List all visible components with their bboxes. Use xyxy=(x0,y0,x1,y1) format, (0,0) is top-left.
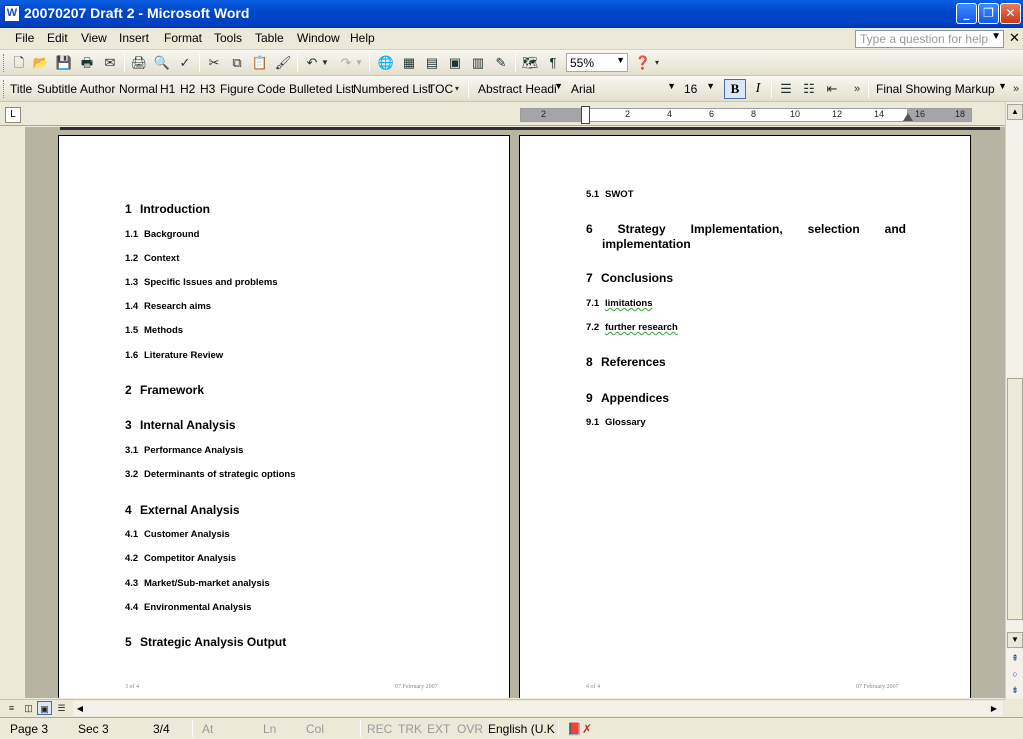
toc-subheading xyxy=(586,189,634,200)
toc-text: Conclusions xyxy=(601,271,674,285)
status-page-count: 3/4 xyxy=(153,722,170,736)
toc-number: 1 xyxy=(125,202,132,216)
toc-text: Performance Analysis xyxy=(144,445,244,456)
ruler-label: 10 xyxy=(790,109,801,119)
toc-text: Methods xyxy=(144,325,184,336)
status-rec[interactable]: REC xyxy=(367,722,393,736)
toc-text: Research aims xyxy=(144,301,212,312)
style-h1[interactable]: H1 xyxy=(160,82,176,96)
scroll-left-button[interactable] xyxy=(73,702,87,716)
toolbar-options-icon[interactable]: ▾ xyxy=(654,58,659,67)
toc-subheading xyxy=(125,553,236,564)
toc-text: SWOT xyxy=(605,189,634,200)
toc-number: 4.2 xyxy=(125,553,139,564)
toc-number: 5 xyxy=(125,635,132,649)
chevron-down-icon[interactable]: ▼ xyxy=(706,81,715,91)
status-column: Col xyxy=(306,722,325,736)
restore-icon: ❐ xyxy=(983,6,994,20)
page-footer-date: 07 February 2007 xyxy=(856,684,899,690)
toc-text: Background xyxy=(144,229,200,240)
style-code[interactable]: Code xyxy=(257,82,286,96)
print-icon[interactable]: 🖨 xyxy=(130,55,148,70)
decrease-indent-icon[interactable]: ⇤ xyxy=(826,81,838,96)
next-page-icon[interactable]: ⇟ xyxy=(1011,685,1019,695)
toc-text: References xyxy=(601,355,666,369)
toc-subheading xyxy=(125,445,243,456)
formatting-toolbar xyxy=(0,76,1023,102)
toc-heading xyxy=(125,503,240,517)
scroll-down-button[interactable] xyxy=(1007,632,1023,648)
style-title[interactable]: Title xyxy=(10,82,33,96)
font-size-select[interactable] xyxy=(680,79,718,98)
chevron-down-icon[interactable]: ▼ xyxy=(616,55,625,65)
toc-number: 7.1 xyxy=(586,298,600,309)
chevron-left-icon: ◀ xyxy=(76,704,84,713)
status-section: Sec 3 xyxy=(78,722,109,736)
toc-word: Implementation, xyxy=(690,222,783,236)
toc-text: External Analysis xyxy=(140,503,240,517)
ruler-label: 2 xyxy=(541,109,547,119)
toc-word: and xyxy=(884,222,906,236)
scroll-thumb[interactable] xyxy=(1007,378,1023,620)
toc-word: selection xyxy=(807,222,860,236)
toc-number: 1.5 xyxy=(125,325,139,336)
book-spelling-icon[interactable]: 📕✗ xyxy=(567,722,592,736)
toc-text: Customer Analysis xyxy=(144,529,230,540)
redo-dropdown-icon[interactable]: ▼ xyxy=(355,58,363,67)
select-browse-object-icon[interactable]: ○ xyxy=(1012,669,1018,679)
close-button[interactable] xyxy=(1000,3,1021,24)
ruler-label: 12 xyxy=(832,109,843,119)
style-author[interactable]: Author xyxy=(80,82,116,96)
toc-text: Determinants of strategic options xyxy=(144,469,296,480)
toc-heading xyxy=(125,635,286,649)
permission-icon[interactable]: 🖶 xyxy=(80,55,94,70)
toc-text: Glossary xyxy=(605,417,646,428)
toc-number: 2 xyxy=(125,383,132,397)
open-folder-icon[interactable]: 📂 xyxy=(32,55,50,70)
ask-question-box[interactable] xyxy=(855,30,1004,48)
insert-table-icon[interactable]: ▤ xyxy=(425,55,439,70)
toc-subheading xyxy=(125,602,251,613)
toolbar-more-icon[interactable]: » xyxy=(853,83,861,95)
toc-heading-justified xyxy=(586,222,906,251)
toc-subheading xyxy=(125,469,296,480)
toolbar-grip[interactable] xyxy=(3,80,6,98)
toc-number: 7.2 xyxy=(586,322,600,333)
toc-text: Framework xyxy=(140,383,205,397)
ruler-row xyxy=(0,102,1005,126)
page-footer-date: 07 February 2007 xyxy=(395,684,438,690)
toc-number: 9.1 xyxy=(586,417,600,428)
toc-number: 4.3 xyxy=(125,578,139,589)
title-bar xyxy=(0,0,1023,28)
document-close-button[interactable]: ✕ xyxy=(1009,30,1020,45)
toc-number: 3.1 xyxy=(125,445,139,456)
chevron-right-icon: ▶ xyxy=(990,704,998,713)
toolbar-more-icon[interactable]: » xyxy=(1012,83,1020,95)
new-document-icon[interactable]: 🗋 xyxy=(13,55,25,70)
previous-page-icon[interactable]: ⇞ xyxy=(1011,653,1019,663)
toc-text: Literature Review xyxy=(144,350,224,361)
toc-number: 6 xyxy=(586,222,593,236)
restore-button[interactable] xyxy=(978,3,999,24)
vertical-scrollbar[interactable] xyxy=(1005,102,1023,699)
print-layout-icon[interactable]: ▣ xyxy=(37,701,52,715)
minimize-button[interactable] xyxy=(956,3,977,24)
paste-icon[interactable]: 📋 xyxy=(251,55,269,70)
status-page: Page 3 xyxy=(10,722,49,736)
chevron-up-icon: ▲ xyxy=(1011,107,1019,116)
toc-number: 3 xyxy=(125,418,132,432)
menu-help[interactable]: Help xyxy=(350,31,375,45)
status-trk[interactable]: TRK xyxy=(398,722,422,736)
toc-heading xyxy=(586,271,673,285)
toc-text: Market/Sub-market analysis xyxy=(144,578,270,589)
chevron-down-icon[interactable]: ▼ xyxy=(667,81,676,91)
help-placeholder: Type a question for help xyxy=(860,32,989,46)
toc-subheading xyxy=(125,578,270,589)
toolbar-grip[interactable] xyxy=(3,54,6,72)
right-indent-marker[interactable] xyxy=(903,113,913,121)
toc-number: 4 xyxy=(125,503,132,517)
page-footer-left: 4 of 4 xyxy=(586,684,600,690)
status-ext[interactable]: EXT xyxy=(427,722,451,736)
toc-subheading xyxy=(125,253,179,264)
menu-table[interactable]: Table xyxy=(255,31,284,45)
toc-heading xyxy=(125,383,204,397)
ruler-label: 4 xyxy=(667,109,673,119)
tables-borders-icon[interactable]: ▦ xyxy=(402,55,416,70)
toc-number: 1.3 xyxy=(125,277,139,288)
style-bulleted-list[interactable]: Bulleted List xyxy=(289,82,355,96)
toc-number: 5.1 xyxy=(586,189,600,200)
style-normal[interactable]: Normal xyxy=(119,82,158,96)
menu-edit[interactable]: Edit xyxy=(47,31,68,45)
style-figure[interactable]: Figure xyxy=(220,82,255,96)
menu-tools[interactable]: Tools xyxy=(214,31,243,45)
zoom-select[interactable] xyxy=(566,53,628,72)
menu-insert[interactable]: Insert xyxy=(119,31,150,45)
toc-text: Introduction xyxy=(140,202,210,216)
status-at: At xyxy=(202,722,214,736)
markup-view-value: Final Showing Markup xyxy=(876,82,995,96)
ruler-label: 16 xyxy=(915,109,926,119)
status-ovr[interactable]: OVR xyxy=(457,722,484,736)
document-map-icon[interactable]: 🗺 xyxy=(521,55,539,70)
document-page-4[interactable] xyxy=(519,135,971,698)
chevron-down-icon[interactable]: ▼ xyxy=(991,31,1001,42)
standard-toolbar xyxy=(0,50,1023,76)
toc-number: 7 xyxy=(586,271,593,285)
toc-text: Strategic Analysis Output xyxy=(140,635,287,649)
toc-subheading xyxy=(125,325,183,336)
bold-button[interactable]: B xyxy=(724,79,746,99)
toc-text: limitations xyxy=(605,298,653,309)
toc-number: 1.6 xyxy=(125,350,139,361)
save-icon[interactable]: 💾 xyxy=(55,55,73,70)
toc-subheading xyxy=(125,529,230,540)
toc-heading xyxy=(125,418,236,432)
page-top-border xyxy=(60,127,1000,130)
toc-subheading xyxy=(125,301,211,312)
toc-number: 4.4 xyxy=(125,602,139,613)
email-icon[interactable]: ✉ xyxy=(104,55,116,70)
format-painter-icon[interactable]: 🖌 xyxy=(274,55,292,70)
toc-text: Context xyxy=(144,253,180,264)
zoom-value: 55% xyxy=(570,56,595,70)
style-value: Abstract Headi xyxy=(478,82,557,96)
cut-icon[interactable]: ✂ xyxy=(208,55,220,70)
style-h3[interactable]: H3 xyxy=(200,82,216,96)
menu-bar xyxy=(0,28,1023,50)
menu-view[interactable]: View xyxy=(81,31,107,45)
chevron-down-icon: ▼ xyxy=(1011,635,1019,644)
drawing-icon[interactable]: ✎ xyxy=(495,55,507,70)
toc-text: Appendices xyxy=(601,391,670,405)
ruler-label: 14 xyxy=(874,109,885,119)
toc-subheading xyxy=(586,417,646,428)
style-numbered-list[interactable]: Numbered List xyxy=(353,82,432,96)
toc-text: Competitor Analysis xyxy=(144,553,237,564)
toc-text: Environmental Analysis xyxy=(144,602,252,613)
toc-subheading xyxy=(125,277,278,288)
font-select[interactable] xyxy=(567,79,679,98)
toc-text: Internal Analysis xyxy=(140,418,236,432)
status-line: Ln xyxy=(263,722,277,736)
minimize-icon: _ xyxy=(963,6,970,20)
insert-excel-icon[interactable]: ▣ xyxy=(448,55,462,70)
document-area[interactable] xyxy=(25,127,1005,698)
ruler-label: 8 xyxy=(751,109,757,119)
redo-icon[interactable]: ↷ xyxy=(340,55,352,70)
toc-text: further research xyxy=(605,322,678,333)
toolbar-options-icon[interactable]: ▾ xyxy=(454,84,459,93)
font-value: Arial xyxy=(571,82,596,96)
chevron-down-icon[interactable]: ▼ xyxy=(554,81,563,91)
toc-number: 1.2 xyxy=(125,253,139,264)
copy-icon[interactable]: ⧉ xyxy=(232,55,242,70)
page-footer-left: 3 of 4 xyxy=(125,684,139,690)
toc-number: 3.2 xyxy=(125,469,139,480)
toc-heading xyxy=(586,391,669,405)
style-subtitle[interactable]: Subtitle xyxy=(37,82,78,96)
numbering-icon[interactable]: ☰ xyxy=(780,81,792,96)
toc-heading xyxy=(586,355,666,369)
toc-number: 8 xyxy=(586,355,593,369)
horizontal-scrollbar[interactable] xyxy=(73,701,1003,716)
toc-subheading xyxy=(125,229,199,240)
toc-text: Specific Issues and problems xyxy=(144,277,278,288)
undo-dropdown-icon[interactable]: ▼ xyxy=(321,58,329,67)
toc-number: 4.1 xyxy=(125,529,139,540)
tab-selector[interactable]: L xyxy=(5,107,21,123)
close-icon: ✕ xyxy=(1005,6,1016,20)
word-icon[interactable]: W xyxy=(4,5,20,22)
horizontal-ruler[interactable] xyxy=(520,108,972,122)
toc-number: 1.4 xyxy=(125,301,139,312)
help-icon[interactable]: ❓ xyxy=(634,55,652,70)
display-for-review-select[interactable] xyxy=(872,79,1010,98)
document-page-3[interactable] xyxy=(58,135,510,698)
toc-subheading xyxy=(586,322,678,333)
ruler-label: 6 xyxy=(709,109,715,119)
style-toc[interactable]: TOC xyxy=(428,82,454,96)
toc-number: 9 xyxy=(586,391,593,405)
spelling-icon[interactable]: ✓ xyxy=(179,55,191,70)
toc-subheading xyxy=(586,298,653,309)
status-bar xyxy=(0,717,1023,739)
indent-marker[interactable] xyxy=(581,106,590,124)
scroll-up-button[interactable] xyxy=(1007,104,1023,120)
toc-text: implementation xyxy=(602,237,691,251)
chevron-down-icon[interactable]: ▼ xyxy=(998,81,1007,91)
outline-view-icon[interactable]: ☰ xyxy=(57,703,66,713)
scroll-right-button[interactable] xyxy=(987,702,1001,716)
print-preview-icon[interactable]: 🔍 xyxy=(153,55,171,70)
hyperlink-icon[interactable]: 🌐 xyxy=(377,55,395,70)
normal-view-icon[interactable]: ≡ xyxy=(8,703,15,713)
web-layout-icon[interactable]: ◫ xyxy=(24,703,33,713)
style-h2[interactable]: H2 xyxy=(180,82,196,96)
toc-heading xyxy=(125,202,210,216)
undo-icon[interactable]: ↶ xyxy=(306,55,318,70)
italic-button[interactable]: I xyxy=(755,81,761,96)
menu-file[interactable]: File xyxy=(15,31,35,45)
ruler-label: 18 xyxy=(955,109,966,119)
toc-subheading xyxy=(125,350,223,361)
menu-format[interactable]: Format xyxy=(164,31,203,45)
menu-window[interactable]: Window xyxy=(297,31,340,45)
style-select[interactable] xyxy=(474,79,566,98)
show-hide-icon[interactable]: ¶ xyxy=(549,55,557,70)
bullets-icon[interactable]: ☷ xyxy=(803,81,815,96)
window-title: 20070207 Draft 2 - Microsoft Word xyxy=(24,5,250,21)
font-size-value: 16 xyxy=(684,82,698,96)
toc-word: Strategy xyxy=(617,222,666,236)
horizontal-scroll-row xyxy=(0,699,1005,716)
ruler-label: 2 xyxy=(625,109,631,119)
toc-number: 1.1 xyxy=(125,229,139,240)
columns-icon[interactable]: ▥ xyxy=(471,55,485,70)
status-language[interactable]: English (U.K xyxy=(488,722,555,736)
